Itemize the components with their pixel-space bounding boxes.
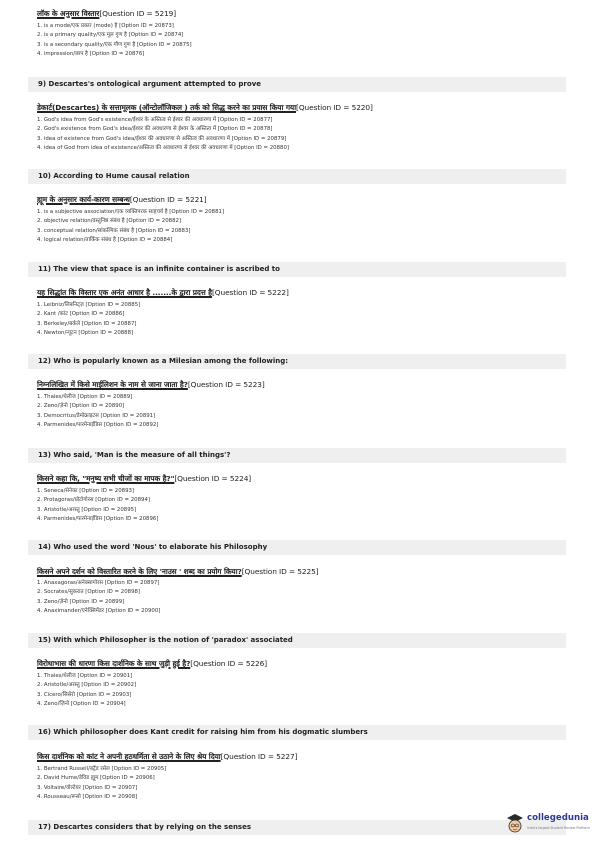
option-item: 3. is a secondary quality/एक गौण गुण है [Option ID = 20875] — [37, 41, 192, 48]
option-item: 1. Bertrand Russell/बट्रैंड रसेल [Option ID = 20905] — [37, 766, 167, 772]
logo-name: collegedunia — [527, 813, 589, 823]
option-item: 4. Parmenides/पारमेनाईडिस [Option ID = 20896] — [37, 515, 159, 522]
option-item: 1. Thales/थेलीज [Option ID = 20901] — [37, 673, 133, 679]
option-item: 3. Berkeley/बर्कले [Option ID = 20887] — [37, 320, 137, 327]
option-item: 4. Parmenides/पारमेनाईडिस [Option ID = 20892] — [37, 421, 159, 428]
option-item: 1. Seneca/सेनेका [Option ID = 20893] — [37, 488, 135, 494]
question-8-native-title: लॉक के अनुसार विस्तार — [37, 9, 100, 18]
option-item: 3. Voltaire/वोल्टेयर [Option ID = 20907] — [37, 784, 138, 791]
question-16-header: 16) Which philosopher does Kant credit for raising him from his dogmatic slumbers — [28, 725, 566, 740]
question-16-line — [37, 752, 297, 762]
question-13-header: 13) Who said, 'Man is the measure of all things'? — [28, 448, 566, 463]
logo-tagline: India's largest Student Review Platform — [527, 826, 590, 830]
option-item: 2. Kant /कांट [Option ID = 20886] — [37, 311, 125, 318]
question-14-header: 14) Who used the word 'Nous' to elaborate his Philosophy — [28, 540, 566, 555]
question-10-header: 10) According to Hume causal relation — [28, 169, 566, 184]
option-item: 1. is a mode/एक प्रकार (mode) है [Option ID = 20873] — [37, 23, 174, 29]
question-10-native: ह्यूम के अनुसार कार्य-कारण सम्बन्ध — [37, 195, 130, 204]
question-13-native: किसने कहा कि, "मनुष्य सभी चीजों का मापक है?" — [37, 474, 175, 483]
option-item: 1. Thales/थेलीज [Option ID = 20889] — [37, 394, 133, 400]
option-item: 1. Leibniz/लिबनिट्ज़ [Option ID = 20885] — [37, 302, 141, 308]
option-item: 2. Socrates/सुकरात [Option ID = 20898] — [37, 589, 141, 596]
question-14-options — [37, 579, 160, 616]
question-13-options — [37, 487, 158, 524]
option-item: 3. Democritus/डेमोक्राइटस [Option ID = 20891] — [37, 412, 156, 419]
question-11-options — [37, 301, 140, 338]
option-item: 1. Anaxagoras/अनेक्सागोरस [Option ID = 20897] — [37, 580, 160, 586]
question-14-native: किसने अपने दर्शन को विस्तारित करने के लिए 'नाउस ' शब्द का प्रयोग किया? — [37, 567, 242, 576]
question-9-line — [37, 103, 373, 113]
option-item: 2. God's existence from God's idea/ईश्वर की अवधारणा से ईश्वर के अस्तित्व में [Option ID = 20878] — [37, 126, 273, 133]
question-11-line — [37, 288, 289, 298]
option-item: 2. Zeno/ज़ेनो [Option ID = 20890] — [37, 403, 125, 410]
option-item: 4. Newton/न्यूटन [Option ID = 20888] — [37, 329, 134, 336]
question-15-id: [Question ID = 5226] — [190, 659, 268, 668]
graduate-mascot-icon — [505, 812, 525, 834]
option-item: 4. Rousseau/रूसो [Option ID = 20908] — [37, 793, 138, 800]
option-item: 1. God's idea from God's existence/ईश्वर के अस्तित्व से ईश्वर की अवधारणा में [Option ID = 20877] — [37, 117, 273, 123]
question-15-line — [37, 659, 267, 669]
question-12-native: निम्नलिखित में किसे माईलिशन के नाम से जाना जाता है? — [37, 380, 188, 389]
question-9-id: [Question ID = 5220] — [296, 103, 373, 112]
question-17-header: 17) Descartes considers that by relying on the senses — [28, 820, 566, 835]
question-16-id: [Question ID = 5227] — [220, 752, 298, 761]
option-item: 2. objective relation/वस्तुनिष्ठ संबंध है [Option ID = 20882] — [37, 218, 182, 225]
question-15-header: 15) With which Philosopher is the notion of 'paradox' associated — [28, 633, 566, 648]
question-11-native: यह सिद्धांत कि विस्तार एक अनंत आधार है .......के द्वारा प्रदत्त है — [37, 288, 212, 297]
question-14-id: [Question ID = 5225] — [241, 567, 319, 576]
question-10-line — [37, 195, 207, 205]
option-item: 3. Zeno/ज़ेनो [Option ID = 20899] — [37, 598, 125, 605]
option-item: 2. Aristotle/अरस्तु [Option ID = 20902] — [37, 682, 137, 689]
question-13-line — [37, 474, 251, 484]
option-item: 2. David Hume/डेविड ह्यूम [Option ID = 20906] — [37, 775, 155, 782]
question-16-native: किस दार्शनिक को कांट ने अपनी हठधर्मिता से उठाने के लिए श्रेय दिया — [37, 752, 221, 761]
question-12-id: [Question ID = 5223] — [187, 380, 265, 389]
question-12-header: 12) Who is popularly known as a Milesian among the following: — [28, 354, 566, 369]
question-10-options — [37, 208, 224, 245]
option-item: 2. is a primary quality/एक मूल गुण है [Option ID = 20874] — [37, 32, 184, 39]
option-item: 4. logical relation/तार्किक संबंध है [Option ID = 20884] — [37, 236, 173, 243]
option-item: 3. idea of existence from God's idea/ईश्वर की अवधारणा से अस्तित्व की अवधारणा में [Option ID = 20879] — [37, 135, 287, 142]
question-13-id: [Question ID = 5224] — [174, 474, 252, 483]
question-9-native: डेकार्ट(Descartes) के सत्तामूलक (ऑन्टोलॉजिकल ) तर्क को सिद्ध करने का प्रयास किया गया — [37, 103, 297, 112]
question-9-options — [37, 116, 289, 153]
question-15-native: विरोधाभास की धारणा किस दार्शनिक के साथ जुड़ी हुई है? — [37, 659, 191, 668]
option-item: 4. idea of God from idea of existence/अस्तित्व की अवधारणा से ईश्वर की अवधारणा में [Option ID = 20880] — [37, 144, 290, 151]
option-item: 4. impression/छाप है [Option ID = 20876] — [37, 50, 145, 57]
question-8-id: [Question ID = 5219] — [99, 9, 177, 18]
question-10-id: [Question ID = 5221] — [129, 195, 207, 204]
question-8-options — [37, 22, 192, 59]
option-item: 4. Anaximander/एनेक्सिमेंडर [Option ID = 20900] — [37, 607, 161, 614]
option-item: 3. Cicero/सिसेरो [Option ID = 20903] — [37, 691, 132, 698]
option-item: 3. conceptual relation/सांकल्पिक संबंध है [Option ID = 20883] — [37, 227, 191, 234]
question-12-line — [37, 380, 265, 390]
question-16-options — [37, 765, 166, 802]
option-item: 4. Zeno/ज़िनो [Option ID = 20904] — [37, 700, 126, 707]
question-14-line — [37, 567, 318, 577]
question-11-id: [Question ID = 5222] — [211, 288, 289, 297]
option-item: 1. is a subjective association/एक व्यक्तिपरक साहचर्य है [Option ID = 20881] — [37, 209, 225, 215]
question-15-options — [37, 672, 136, 709]
question-8-line — [37, 9, 176, 19]
collegedunia-logo — [505, 810, 593, 838]
option-item: 3. Aristotle/अरस्तु [Option ID = 20895] — [37, 506, 137, 513]
question-11-header: 11) The view that space is an infinite container is ascribed to — [28, 262, 566, 277]
question-12-options — [37, 393, 158, 430]
question-9-header: 9) Descartes's ontological argument attempted to prove — [28, 77, 566, 92]
option-item: 2. Protagoras/प्रोटोगोरस [Option ID = 20894] — [37, 497, 151, 504]
